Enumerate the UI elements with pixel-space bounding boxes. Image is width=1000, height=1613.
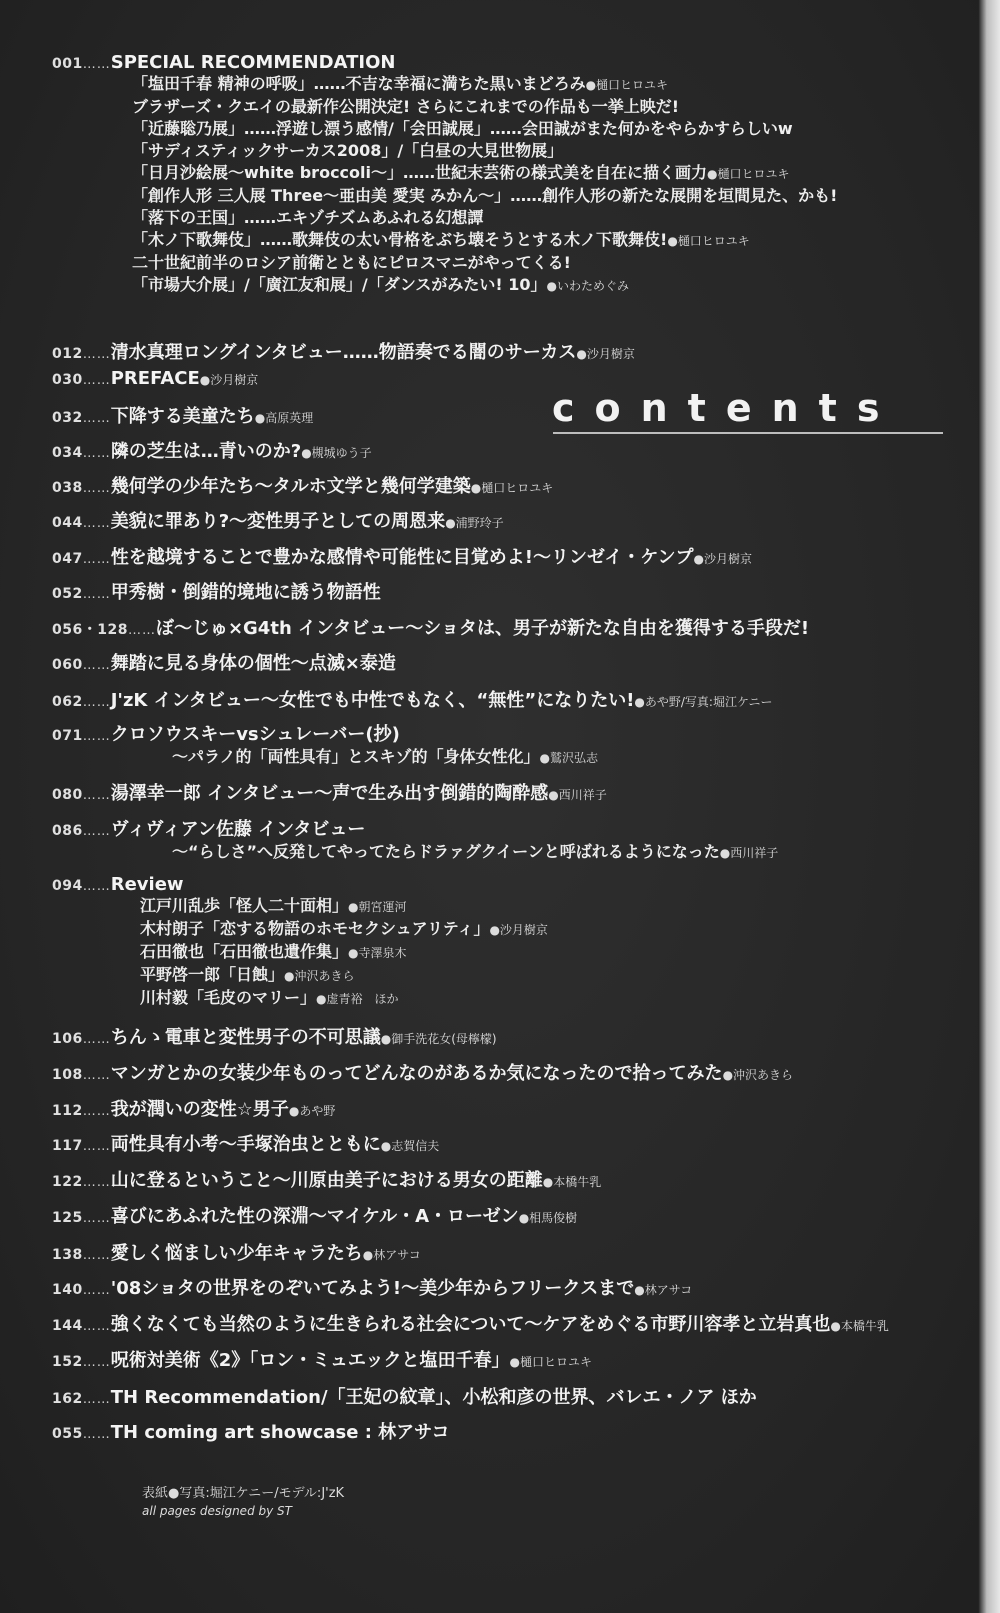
- toc-entry: [52, 649, 396, 675]
- toc-entry-line: [52, 1166, 601, 1192]
- toc-entry: [52, 779, 607, 805]
- leader-dots: ……: [82, 824, 111, 839]
- leader-dots: ……: [82, 1427, 111, 1442]
- sub-item-text: 「サディスティックサーカス2008」/「白昼の大見世物展」: [132, 141, 564, 160]
- page-number: 122: [52, 1174, 83, 1190]
- leader-dots: ……: [82, 695, 111, 710]
- article-title: ぼ～じゅ×G4th インタビュー～ショタは、男子が新たな自由を獲得する手段だ!: [155, 618, 810, 639]
- sub-item-author: ●樋口ヒロユキ: [707, 167, 790, 181]
- toc-entry: [52, 578, 381, 604]
- sub-item-text: 「日月沙絵展～white broccoli～」……世紀末芸術の様式美を自在に描く画力: [132, 163, 707, 182]
- toc-entry: [52, 507, 504, 533]
- article-title: マンガとかの女装少年ものってどんなのがあるか気になったので拾ってみた: [110, 1063, 723, 1084]
- article-title: 山に登るということ～川原由美子における男女の距離: [110, 1170, 543, 1191]
- toc-entry: [52, 472, 553, 498]
- sub-item-author: ●沙月樹京: [489, 923, 548, 937]
- sub-item-author: ●沖沢あきら: [284, 969, 355, 983]
- article-author: ●高原英理: [254, 411, 314, 425]
- leader-dots: ……: [82, 1032, 111, 1047]
- sub-item: [52, 941, 548, 964]
- toc-entry: [52, 402, 313, 428]
- page-number: 052: [52, 586, 83, 602]
- leader-dots: ……: [82, 552, 111, 567]
- toc-entry: [52, 1346, 592, 1372]
- leader-dots: ……: [82, 729, 111, 744]
- leader-dots: ……: [82, 373, 111, 388]
- article-title: PREFACE: [110, 368, 200, 389]
- sub-item: [52, 274, 837, 297]
- toc-entry: [52, 437, 372, 463]
- article-title: クロソウスキーvsシュレーバー(抄): [110, 724, 400, 745]
- article-title: 強くなくても当然のように生きられる社会について～ケアをめぐる市野川容孝と立岩真也: [110, 1314, 831, 1335]
- page-number: 140: [52, 1282, 83, 1298]
- leader-dots: ……: [127, 623, 156, 638]
- page-number: 080: [52, 787, 83, 803]
- page-number: 062: [52, 694, 83, 710]
- sub-item: [52, 118, 837, 140]
- sub-item: [52, 96, 837, 118]
- sub-item-text: ～“らしさ”へ反発してやってたらドラァグクイーンと呼ばれるようになった: [172, 842, 720, 861]
- page-number: 038: [52, 480, 83, 496]
- page-number: 055: [52, 1426, 83, 1442]
- toc-entry-line: [52, 402, 313, 428]
- leader-dots: ……: [82, 1175, 111, 1190]
- page-number: 094: [52, 878, 83, 894]
- article-title: 愛しく悩ましい少年キャラたち: [110, 1243, 363, 1264]
- article-title: 呪術対美術《2》「ロン・ミュエックと塩田千春」: [110, 1350, 510, 1371]
- article-title: ヴィヴィアン佐藤 インタビュー: [110, 819, 366, 840]
- leader-dots: ……: [82, 1068, 111, 1083]
- toc-entry: [52, 874, 548, 1010]
- article-title: 性を越境することで豊かな感情や可能性に目覚めよ!～リンゼイ・ケンプ: [110, 547, 694, 568]
- article-title: 舞踏に見る身体の個性～点滅×泰造: [110, 653, 396, 674]
- toc-entry: [52, 1059, 793, 1085]
- toc-entry-line: [52, 720, 598, 746]
- toc-entry-line: [52, 1059, 793, 1085]
- page-number: 108: [52, 1067, 83, 1083]
- page-number: 001: [52, 56, 83, 72]
- toc-entry-line: [52, 1023, 497, 1049]
- article-author: ●あや野/写真:堀江ケニー: [634, 695, 773, 709]
- toc-entry: [52, 686, 773, 712]
- page-number: 047: [52, 551, 83, 567]
- toc-entry: [52, 614, 809, 640]
- sub-item-author: ●西川祥子: [719, 846, 779, 860]
- toc-entry-line: [52, 1383, 757, 1409]
- article-title: TH coming art showcase : 林アサコ: [110, 1422, 450, 1443]
- article-title: SPECIAL RECOMMENDATION: [110, 52, 396, 73]
- toc-entry-line: [52, 1274, 692, 1300]
- toc-entry: [52, 1274, 692, 1300]
- sub-item-author: ●樋口ヒロユキ: [667, 234, 750, 248]
- sub-item: [52, 841, 778, 864]
- leader-dots: ……: [82, 1139, 111, 1154]
- sub-item: [52, 964, 548, 987]
- leader-dots: ……: [82, 1248, 111, 1263]
- toc-entry-line: [52, 686, 773, 712]
- sub-item-text: 木村朗子「恋する物語のホモセクシュアリティ」: [140, 919, 490, 938]
- toc-entry: [52, 1023, 497, 1049]
- leader-dots: ……: [82, 1355, 111, 1370]
- page-number: 056・128: [52, 622, 128, 638]
- article-author: ●御手洗花女(母檸檬): [380, 1032, 497, 1046]
- article-author: ●樋口ヒロユキ: [509, 1355, 593, 1369]
- article-title: 幾何学の少年たち～タルホ文学と幾何学建築: [110, 476, 471, 497]
- cover-credit: 表紙●写真:堀江ケニー/モデル:J'zK: [142, 1486, 345, 1501]
- toc-entry: [52, 543, 752, 569]
- toc-entry: [52, 1383, 757, 1409]
- article-author: ●志賀信夫: [380, 1139, 440, 1153]
- toc-entry: [52, 368, 258, 389]
- sub-item-text: 川村毅「毛皮のマリー」: [140, 988, 317, 1007]
- page-number: 030: [52, 372, 83, 388]
- design-credit: all pages designed by ST: [142, 1504, 292, 1518]
- toc-entry-line: [52, 472, 553, 498]
- leader-dots: ……: [82, 1392, 111, 1407]
- page-edge: [978, 0, 1000, 1613]
- article-title: 喜びにあふれた性の深淵～マイケル・A・ローゼン: [110, 1206, 519, 1227]
- sub-item-text: 「塩田千春 精神の呼吸」……不吉な幸福に満ちた黒いまどろみ: [132, 74, 586, 93]
- toc-entry: [52, 720, 598, 769]
- sub-item-text: 石田徹也「石田徹也遺作集」: [140, 942, 349, 961]
- sub-item-author: ●鷲沢弘志: [539, 751, 599, 765]
- leader-dots: ……: [82, 879, 111, 894]
- sub-item-author: ●虚青裕 ほか: [316, 992, 399, 1006]
- sub-item-text: 「近藤聡乃展」……浮遊し漂う感情/「会田誠展」……会田誠がまた何かをやらかすらしいw: [132, 119, 793, 138]
- article-author: ●西川祥子: [548, 788, 607, 802]
- sub-item-text: 江戸川乱歩「怪人二十面相」: [140, 896, 349, 915]
- page-number: 117: [52, 1138, 83, 1154]
- toc-entry: [52, 1166, 601, 1192]
- article-author: ●林アサコ: [634, 1283, 693, 1297]
- toc-entry: [52, 1310, 889, 1336]
- page-number: 034: [52, 445, 83, 461]
- article-title: 両性具有小考～手塚治虫とともに: [110, 1134, 381, 1155]
- toc-entry: [52, 815, 778, 864]
- toc-entry-line: [52, 437, 372, 463]
- article-author: ●沙月樹京: [576, 347, 635, 361]
- leader-dots: ……: [82, 1319, 111, 1334]
- toc-entry: [52, 52, 837, 297]
- sub-item-text: 「落下の王国」……エキゾチズムあふれる幻想譚: [132, 208, 484, 227]
- page-number: 144: [52, 1318, 83, 1334]
- toc-entry-line: [52, 338, 635, 364]
- leader-dots: ……: [82, 1104, 111, 1119]
- article-title: 下降する美童たち: [110, 406, 255, 427]
- sub-item-text: ブラザーズ・クエイの最新作公開決定! さらにこれまでの作品も一挙上映だ!: [132, 97, 680, 116]
- toc-entry: [52, 1418, 449, 1444]
- article-author: ●浦野玲子: [445, 516, 504, 530]
- toc-entry-line: [52, 649, 396, 675]
- page-number: 060: [52, 657, 83, 673]
- article-title: '08ショタの世界をのぞいてみよう!～美少年からフリークスまで: [110, 1278, 635, 1299]
- page-number: 012: [52, 346, 83, 362]
- sub-item: [52, 918, 548, 941]
- toc-entry-line: [52, 1310, 889, 1336]
- toc-entry-line: [52, 1346, 592, 1372]
- toc-entry-line: [52, 1202, 577, 1228]
- article-author: ●相馬俊樹: [518, 1211, 578, 1225]
- sub-item-author: ●寺澤泉木: [348, 946, 407, 960]
- article-title: 我が潤いの変性☆男子: [110, 1099, 289, 1120]
- leader-dots: ……: [82, 788, 111, 803]
- leader-dots: ……: [82, 446, 111, 461]
- article-title: 清水真理ロングインタビュー……物語奏でる闇のサーカス: [110, 342, 577, 363]
- article-author: ●沙月樹京: [199, 373, 259, 387]
- toc-entry-line: [52, 507, 504, 533]
- toc-entry: [52, 1130, 439, 1156]
- sub-item: [52, 140, 837, 162]
- article-title: 湯澤幸一郎 インタビュー～声で生み出す倒錯的陶酔感: [110, 783, 549, 804]
- toc-entry-line: [52, 1239, 421, 1265]
- toc-entry-line: [52, 52, 837, 73]
- page-number: 106: [52, 1031, 83, 1047]
- sub-item: [52, 895, 548, 918]
- leader-dots: ……: [82, 481, 111, 496]
- leader-dots: ……: [82, 1211, 111, 1226]
- leader-dots: ……: [82, 1283, 111, 1298]
- leader-dots: ……: [82, 516, 111, 531]
- article-title: 美貌に罪あり?～変性男子としての周恩来: [110, 511, 446, 532]
- leader-dots: ……: [82, 411, 111, 426]
- page-number: 044: [52, 515, 83, 531]
- page-number: 071: [52, 728, 83, 744]
- article-title: ちんゝ電車と変性男子の不可思議: [110, 1027, 381, 1048]
- sub-item-text: 平野啓一郎「日蝕」: [140, 965, 285, 984]
- sub-item-text: ～パラノ的「両性具有」とスキゾ的「身体女性化」: [172, 747, 540, 766]
- title-underline: [553, 432, 943, 434]
- article-author: ●沙月樹京: [693, 552, 752, 566]
- article-author: ●槻城ゆう子: [301, 446, 372, 460]
- article-author: ●本橋牛乳: [830, 1319, 889, 1333]
- toc-entry-line: [52, 1418, 449, 1444]
- sub-item-text: 「市場大介展」/「廣江友和展」/「ダンスがみたい! 10」: [132, 275, 547, 294]
- sub-item: [52, 987, 548, 1010]
- toc-entry-line: [52, 578, 381, 604]
- page-number: 138: [52, 1247, 83, 1263]
- toc-entry-line: [52, 1095, 335, 1121]
- toc-entry-line: [52, 543, 752, 569]
- sub-item: [52, 162, 837, 185]
- sub-item: [52, 73, 837, 96]
- article-author: ●本橋牛乳: [542, 1175, 602, 1189]
- toc-entry-line: [52, 779, 607, 805]
- article-title: 隣の芝生は…青いのか?: [110, 441, 302, 462]
- page-number: 125: [52, 1210, 83, 1226]
- article-author: ●林アサコ: [362, 1248, 421, 1262]
- sub-item-author: ●いわためぐみ: [546, 279, 629, 293]
- page-number: 086: [52, 823, 83, 839]
- sub-item: [52, 185, 837, 207]
- page-number: 112: [52, 1103, 83, 1119]
- toc-entry: [52, 1202, 577, 1228]
- toc-entry: [52, 1239, 421, 1265]
- article-title: TH Recommendation/「王妃の紋章」、小松和彦の世界、バレエ・ノア ほか: [110, 1387, 757, 1408]
- leader-dots: ……: [82, 57, 111, 72]
- sub-item: [52, 252, 837, 274]
- sub-item-text: 二十世紀前半のロシア前衛とともにピロスマニがやってくる!: [132, 253, 571, 272]
- page-title: contents: [552, 386, 900, 430]
- page-number: 162: [52, 1391, 83, 1407]
- toc-entry-line: [52, 614, 809, 640]
- toc-entry-line: [52, 368, 258, 389]
- article-author: ●沖沢あきら: [722, 1068, 794, 1082]
- sub-item-author: ●樋口ヒロユキ: [585, 78, 669, 92]
- toc-entry-line: [52, 815, 778, 841]
- article-title: J'zK インタビュー～女性でも中性でもなく、“無性”になりたい!: [110, 690, 635, 711]
- page-number: 152: [52, 1354, 83, 1370]
- toc-entry-line: [52, 1130, 439, 1156]
- sub-item-text: 「創作人形 三人展 Three～亜由美 愛実 みかん～」……創作人形の新たな展開を垣間見た、かも!: [132, 186, 838, 205]
- leader-dots: ……: [82, 347, 111, 362]
- toc-entry-line: [52, 874, 548, 895]
- sub-item: [52, 746, 598, 769]
- sub-item-text: 「木ノ下歌舞伎」……歌舞伎の太い骨格をぶち壊そうとする木ノ下歌舞伎!: [132, 230, 668, 249]
- sub-item: [52, 207, 837, 229]
- leader-dots: ……: [82, 587, 111, 602]
- sub-item: [52, 229, 837, 252]
- sub-item-author: ●朝宮運河: [348, 900, 407, 914]
- article-author: ●樋口ヒロユキ: [470, 481, 554, 495]
- toc-entry: [52, 338, 635, 364]
- leader-dots: ……: [82, 658, 111, 673]
- article-title: Review: [110, 874, 184, 895]
- page-number: 032: [52, 410, 83, 426]
- article-title: 甲秀樹・倒錯的境地に誘う物語性: [110, 582, 381, 603]
- article-author: ●あや野: [288, 1104, 336, 1118]
- toc-entry: [52, 1095, 335, 1121]
